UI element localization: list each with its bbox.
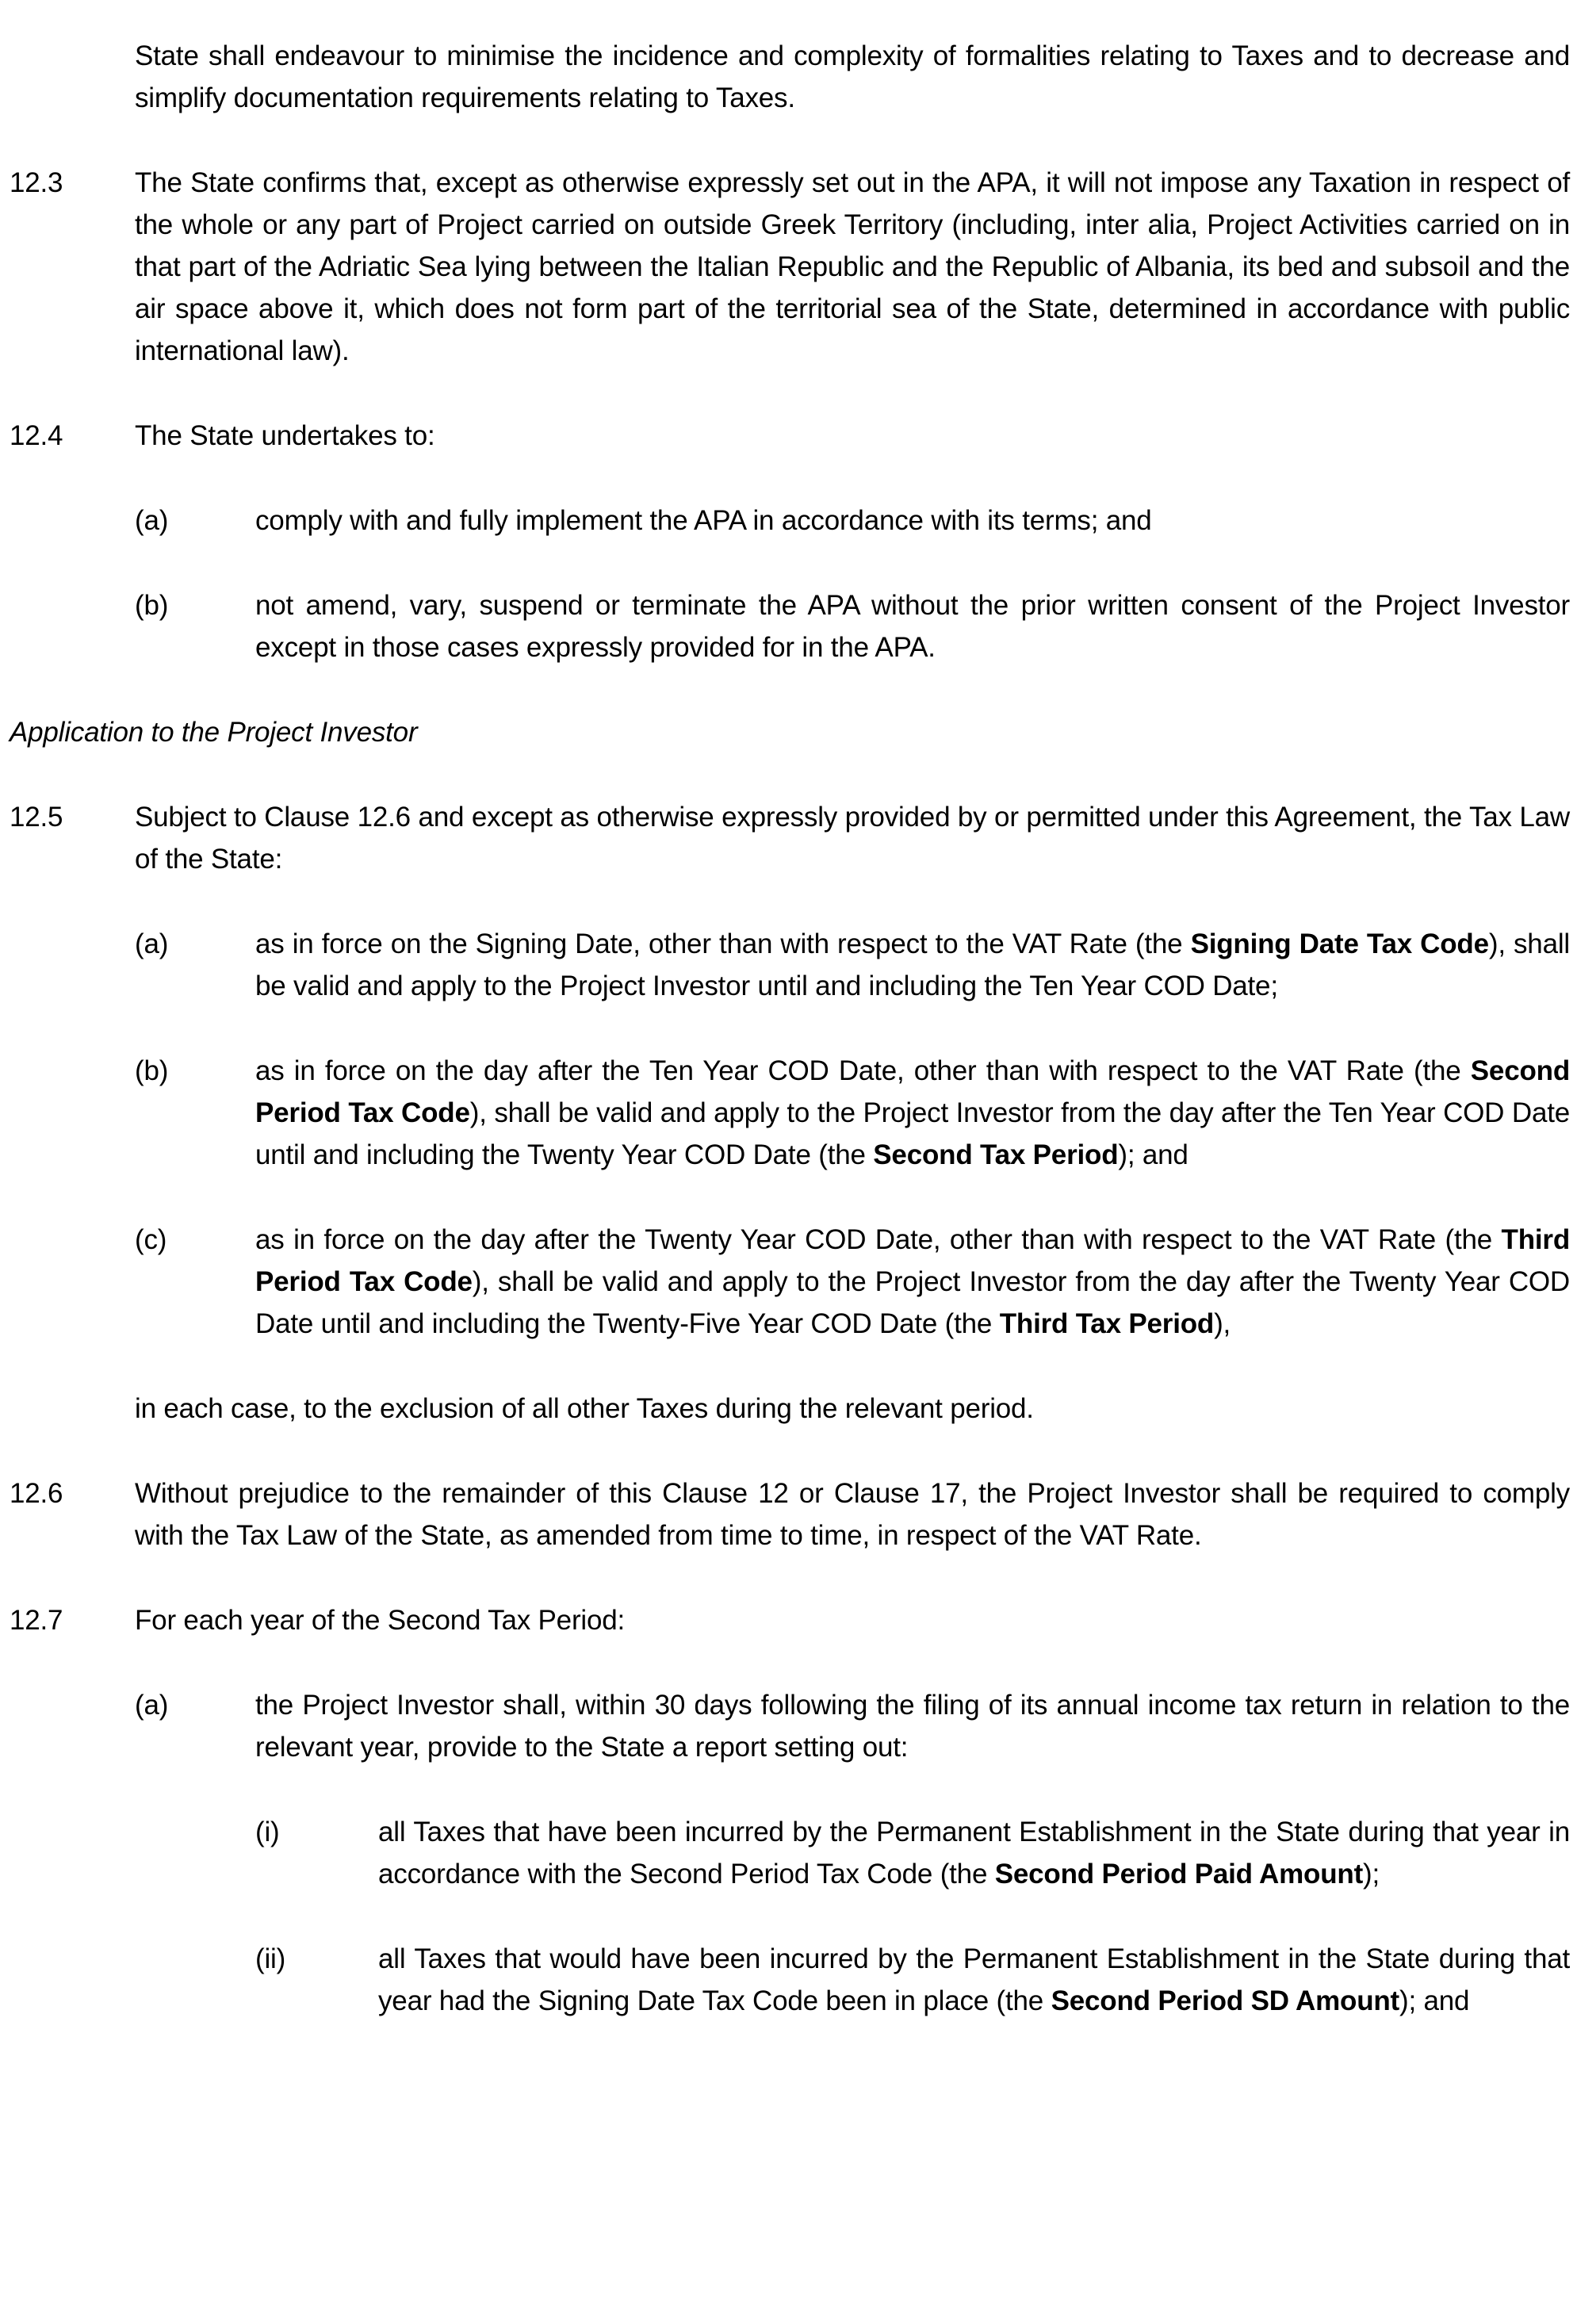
list-item-12-4-a <box>135 500 1570 542</box>
clause-text: Without prejudice to the remainder of this Clause 12 or Clause 17, the Project Investor shall be required to comply with the Tax Law of the State, as amended from time to time, in respect of the VAT Rate. <box>135 1478 1570 1551</box>
clause-number: 12.6 <box>10 1478 63 1509</box>
list-item-text: not amend, vary, suspend or terminate the APA without the prior written consent of the Project Investor except in those cases expressly provided for in the APA. <box>255 590 1570 663</box>
sub-list-item-label: (ii) <box>255 1943 286 1974</box>
closing-paragraph-12-5 <box>135 1388 1570 1430</box>
sub-list-item-text: all Taxes that would have been incurred by the Permanent Establishment in the State during that year had the Signing Date Tax Code been in place (the Second Period SD Amount); and <box>378 1943 1570 2016</box>
clause-number: 12.5 <box>10 802 63 833</box>
clause-12-6 <box>10 1472 1570 1556</box>
sub-list-item-12-7-a-i <box>255 1811 1570 1895</box>
list-item-text: as in force on the day after the Twenty Year COD Date, other than with respect to the VAT Rate (the Third Period Tax Code), shall be valid and apply to the Project Investor from the day after the Twenty Year COD Date until and including the Twenty-Five Year COD Date (the Third Tax Period), <box>255 1224 1570 1339</box>
list-item-text: as in force on the Signing Date, other than with respect to the VAT Rate (the Signing Date Tax Code), shall be valid and apply to the Project Investor until and including the Ten Year COD Date; <box>255 928 1570 1001</box>
clause-number: 12.7 <box>10 1605 63 1636</box>
list-item-label: (a) <box>135 928 169 959</box>
clause-text: The State undertakes to: <box>135 420 435 451</box>
list-item-label: (b) <box>135 590 169 621</box>
clause-12-3 <box>10 162 1570 372</box>
list-item-12-5-c <box>135 1219 1570 1345</box>
list-item-12-5-b <box>135 1050 1570 1176</box>
list-item-12-5-a <box>135 923 1570 1007</box>
list-item-label: (c) <box>135 1224 167 1255</box>
list-item-label: (a) <box>135 505 169 536</box>
list-item-label: (b) <box>135 1055 169 1086</box>
section-heading-text: Application to the Project Investor <box>10 717 418 748</box>
sub-list-item-label: (i) <box>255 1817 280 1847</box>
clause-text: The State confirms that, except as otherwise expressly set out in the APA, it will not impose any Taxation in respect of the whole or any part of Project carried on outside Greek Territory (including, inter alia, Project Activities carried on in that part of the Adriatic Sea lying between the Italian Republic and the Republic of Albania, its bed and subsoil and the air space above it, which does not form part of the territorial sea of the State, determined in accordance with public international law). <box>135 167 1570 366</box>
clause-number: 12.4 <box>10 420 63 451</box>
list-item-label: (a) <box>135 1690 169 1721</box>
paragraph-text: in each case, to the exclusion of all other Taxes during the relevant period. <box>135 1393 1034 1424</box>
list-item-text: as in force on the day after the Ten Year COD Date, other than with respect to the VAT Rate (the Second Period Tax Code), shall be valid and apply to the Project Investor from the day after the Ten Year COD Date until and including the Twenty Year COD Date (the Second Tax Period); and <box>255 1055 1570 1170</box>
clause-number: 12.3 <box>10 167 63 198</box>
clause-text: Subject to Clause 12.6 and except as otherwise expressly provided by or permitted under this Agreement, the Tax Law of the State: <box>135 802 1570 875</box>
sub-list-item-text: all Taxes that have been incurred by the Permanent Establishment in the State during that year in accordance with the Second Period Tax Code (the Second Period Paid Amount); <box>378 1817 1570 1889</box>
paragraph-text: State shall endeavour to minimise the incidence and complexity of formalities relating to Taxes and to decrease and simplify documentation requirements relating to Taxes. <box>135 40 1570 113</box>
clause-12-7 <box>10 1599 1570 1641</box>
section-heading <box>10 711 1570 753</box>
list-item-12-4-b <box>135 584 1570 668</box>
continuation-paragraph <box>135 35 1570 119</box>
clause-12-4 <box>10 415 1570 457</box>
list-item-text: comply with and fully implement the APA in accordance with its terms; and <box>255 505 1152 536</box>
sub-list-item-12-7-a-ii <box>255 1938 1570 2022</box>
list-item-12-7-a <box>135 1684 1570 1768</box>
list-item-text: the Project Investor shall, within 30 days following the filing of its annual income tax return in relation to the relevant year, provide to the State a report setting out: <box>255 1690 1570 1763</box>
clause-text: For each year of the Second Tax Period: <box>135 1605 626 1636</box>
clause-12-5 <box>10 796 1570 880</box>
